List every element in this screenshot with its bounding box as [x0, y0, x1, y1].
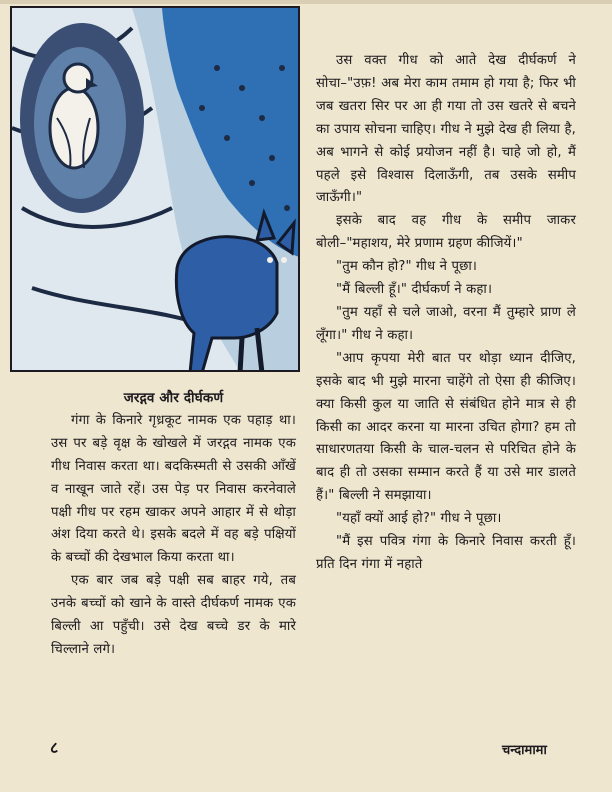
story-paragraph: उस वक्त गीध को आते देख दीर्घकर्ण ने सोचा–"उफ़! अब मेरा काम तमाम हो गया है; फिर भी जब खतरा सिर पर आ ही गया तो उस खतरे से बचने का उपाय सोचना चाहिए। गीध ने मुझे देख ही लिया है, अब भागने से कोई प्रयोजन नहीं है। चाहे जो हो, मैं पहले इसे विश्वास दिलाऊँगी, तब उसके समीप जाऊँगी।": [316, 53, 576, 206]
story-paragraph: गंगा के किनारे गृध्रकूट नामक एक पहाड़ था। उस पर बड़े वृक्ष के खोखले में जरद्गव नामक एक गीध निवास करता था। बदकिस्मती से उसकी आँखें व नाखून जाते रहें। उस पेड़ पर निवास करनेवाले पक्षी गीध पर रहम खाकर अपने आहार में से थोड़ा अंश दिया करते थे। इसके बदले में वह बड़े पक्षियों के बच्चों की देखभाल किया करता था।: [51, 412, 296, 566]
story-paragraph: "मैं इस पवित्र गंगा के किनारे निवास करती हूँ। प्रति दिन गंगा में नहाते: [316, 534, 576, 572]
story-paragraph: "मैं बिल्ली हूँ।" दीर्घकर्ण ने कहा।: [336, 282, 493, 298]
story-paragraph: एक बार जब बड़े पक्षी सब बाहर गये, तब उनके बच्चों को खाने के वास्ते दीर्घकर्ण नामक एक बिल्ली आ पहुँची। उसे देख बच्चे डर के मारे चिल्लाने लगे।: [51, 573, 296, 657]
right-text-column: [316, 50, 576, 577]
story-paragraph: "आप कृपया मेरी बात पर थोड़ा ध्यान दीजिए, इसके बाद भी मुझे मारना चाहेंगे तो ऐसा ही कीजिए। क्या किसी कुल या जाति से संबंधित होने मात्र से ही किसी का आदर करना या मारना उचित होगा? हम तो साधारणतया किसी के चाल-चलन से परिचित होने के बाद ही तो उसका सम्मान करते हैं या उसे मार डालते हैं।" बिल्ली ने समझाया।: [316, 350, 576, 504]
story-title: जरद्गव और दीर्घकर्ण: [123, 390, 224, 406]
story-paragraph: इसके बाद वह गीध के समीप जाकर बोली–"महाशय, मेरे प्रणाम ग्रहण कीजियें।": [316, 213, 576, 252]
story-paragraph: "यहाँ क्यों आई हो?" गीध ने पूछा।: [336, 511, 502, 527]
story-paragraph: "तुम कौन हो?" गीध ने पूछा।: [336, 259, 478, 275]
left-text-column: [51, 387, 296, 662]
page-number: ८: [50, 738, 59, 757]
story-paragraph: "तुम यहाँ से चले जाओ, वरना मैं तुम्हारे प्राण ले लूँगा।" गीध ने कहा।: [316, 304, 576, 343]
story-illustration: [10, 6, 300, 372]
magazine-name: चन्दामामा: [502, 743, 547, 758]
page-top-edge: [0, 0, 612, 4]
